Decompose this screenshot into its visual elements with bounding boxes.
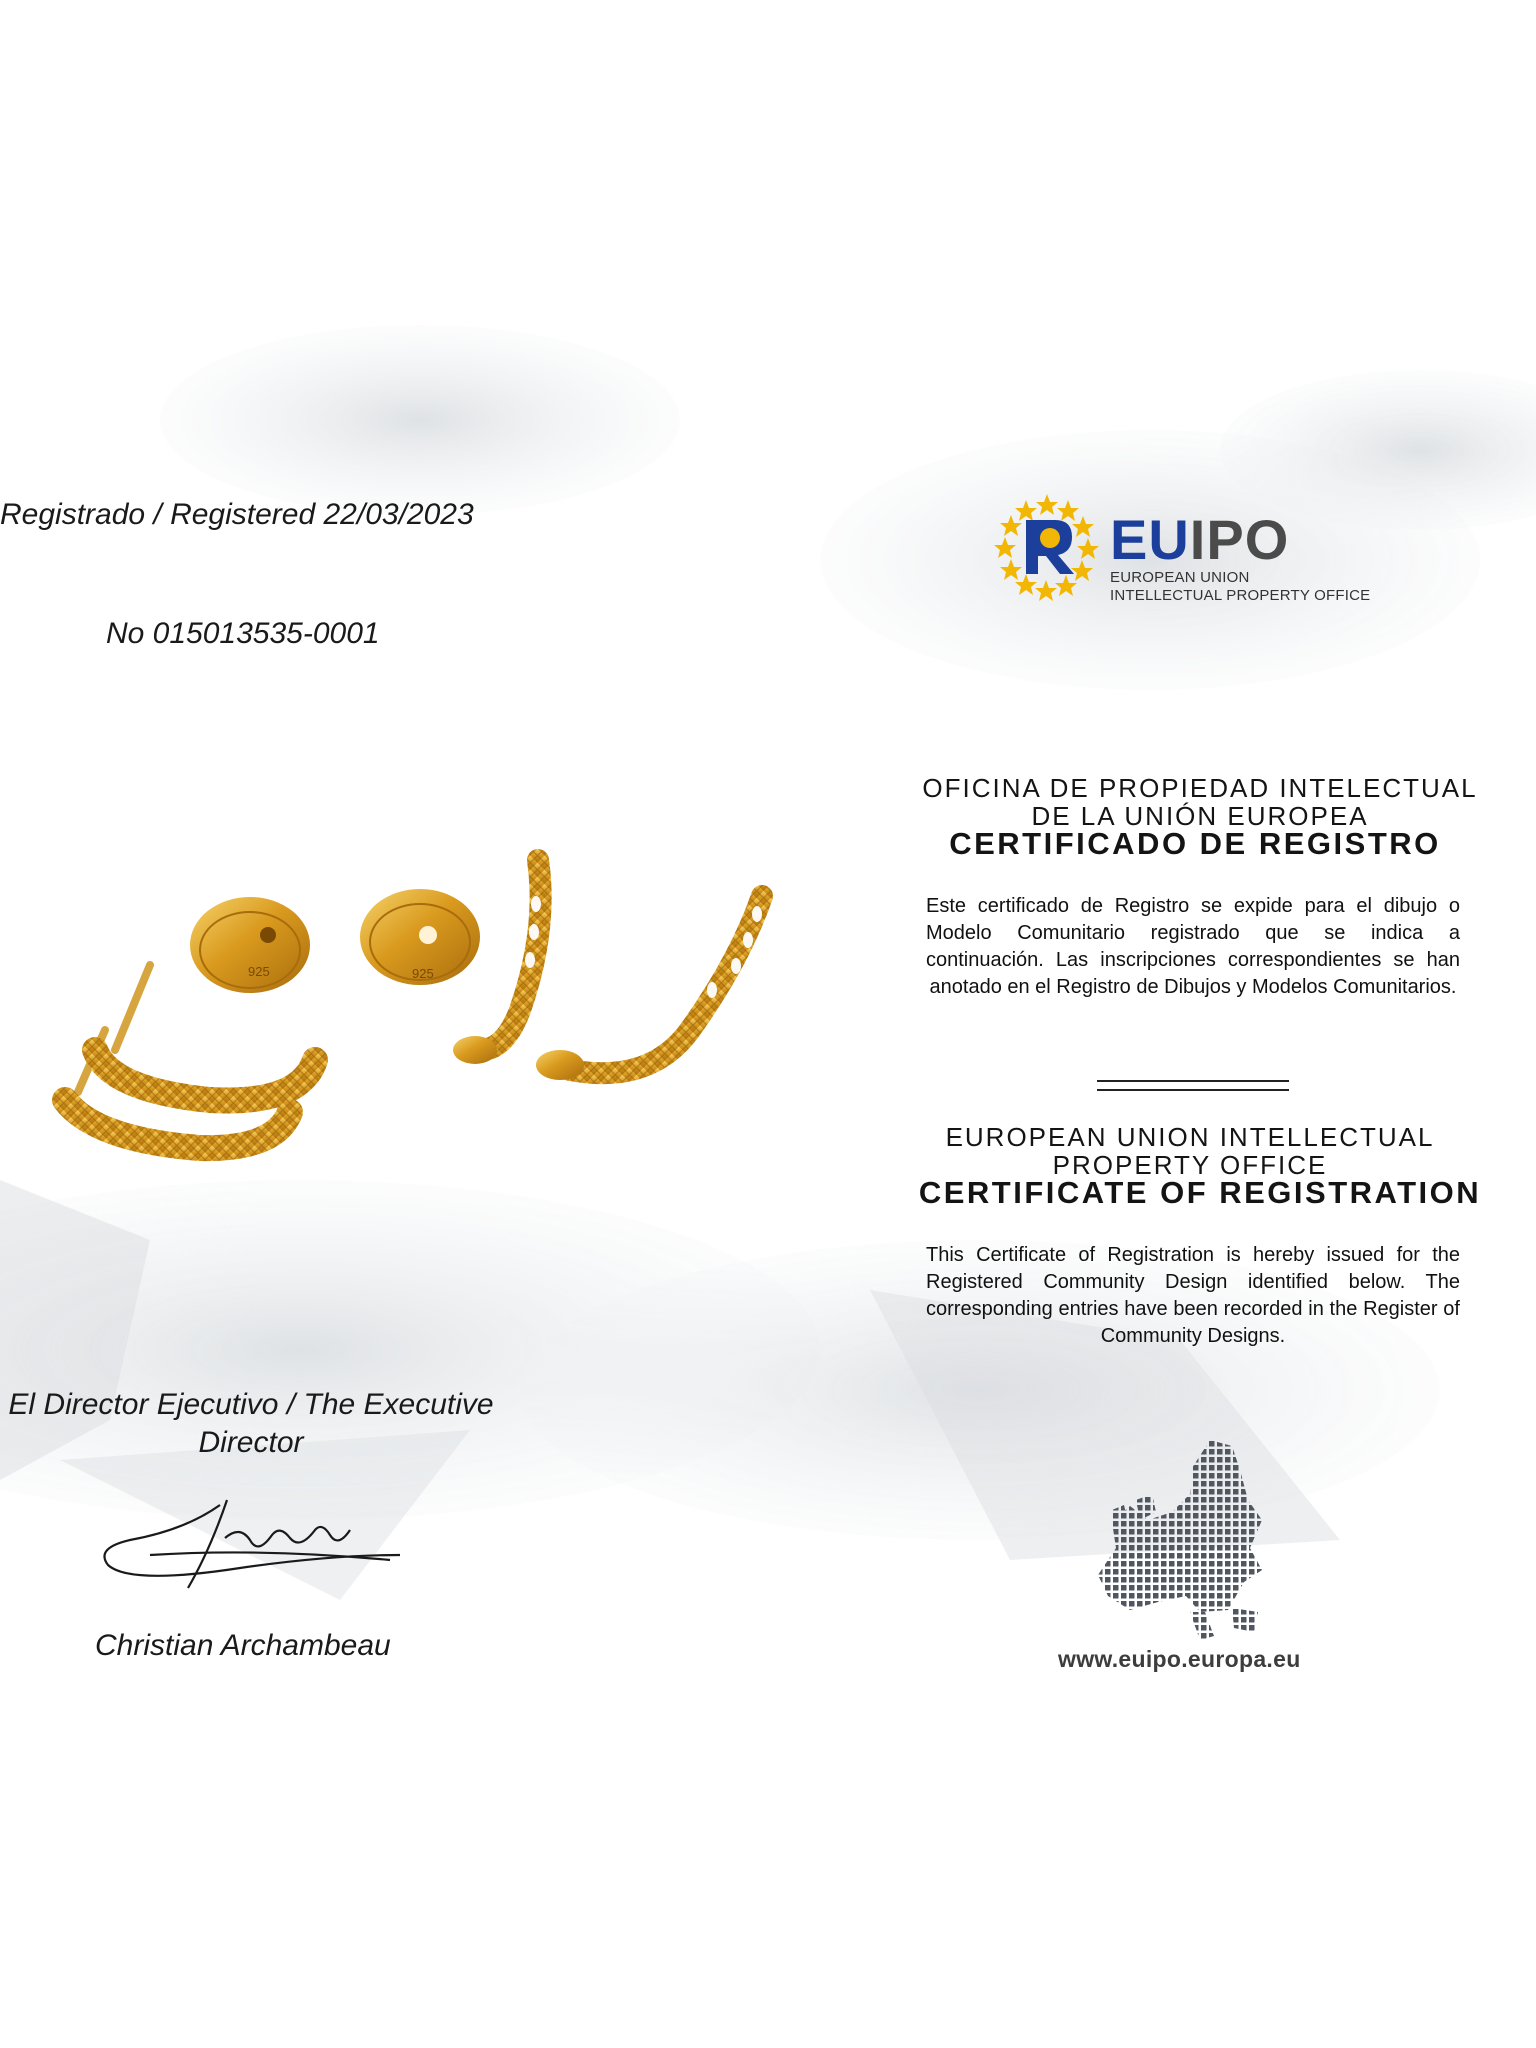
director-name: Christian Archambeau: [95, 1629, 391, 1662]
office-name-es-line1: OFICINA DE PROPIEDAD INTELECTUAL: [922, 773, 1478, 803]
website-url: www.euipo.europa.eu: [1058, 1646, 1301, 1672]
registration-number: No 015013535-0001: [106, 617, 380, 650]
svg-text:925: 925: [412, 966, 434, 981]
office-name-es-line2: DE LA UNIÓN EUROPEA: [1031, 801, 1369, 831]
office-name-en: [865, 1123, 1515, 1179]
certificate-title-en: CERTIFICATE OF REGISTRATION: [918, 1175, 1482, 1210]
registration-date: Registrado / Registered 22/03/2023: [0, 498, 474, 531]
logo-wordmark: [1110, 508, 1370, 571]
certificate-text-es: Este certificado de Registro se expide para el dibujo o Modelo Comunitario registrado que se indica a continuación. Las inscripciones correspondientes se han anotado en el Registro de Dibujos y Modelos Comunitarios.: [926, 895, 1460, 998]
logo-word-eu: EU: [1110, 508, 1190, 571]
office-name-es: [830, 774, 1536, 830]
logo-subtitle-line2: INTELLECTUAL PROPERTY OFFICE: [1110, 587, 1371, 604]
snake-earcuff-right-image: [453, 860, 762, 1080]
logo-subtitle-line1: EUROPEAN UNION: [1110, 569, 1250, 586]
director-title-line1: El Director Ejecutivo / The Executive: [8, 1388, 494, 1421]
snake-earcuff-left-image: [65, 965, 315, 1148]
earring-backs-image: [190, 889, 480, 993]
section-divider: [1097, 1080, 1289, 1091]
euipo-logo: [1110, 508, 1371, 604]
director-title: [0, 1386, 502, 1462]
svg-text:925: 925: [248, 964, 270, 979]
logo-word-ipo: IPO: [1189, 508, 1290, 571]
director-title-line2: Director: [198, 1426, 304, 1459]
certificate-title-es: CERTIFICADO DE REGISTRO: [949, 826, 1441, 861]
certificate-text-en: This Certificate of Registration is hereby issued for the Registered Community Design identified below. The corresponding entries have been recorded in the Register of Community Designs.: [926, 1244, 1460, 1347]
office-name-en-line1: EUROPEAN UNION INTELLECTUAL: [945, 1122, 1435, 1152]
office-name-en-line2: PROPERTY OFFICE: [1052, 1150, 1328, 1180]
